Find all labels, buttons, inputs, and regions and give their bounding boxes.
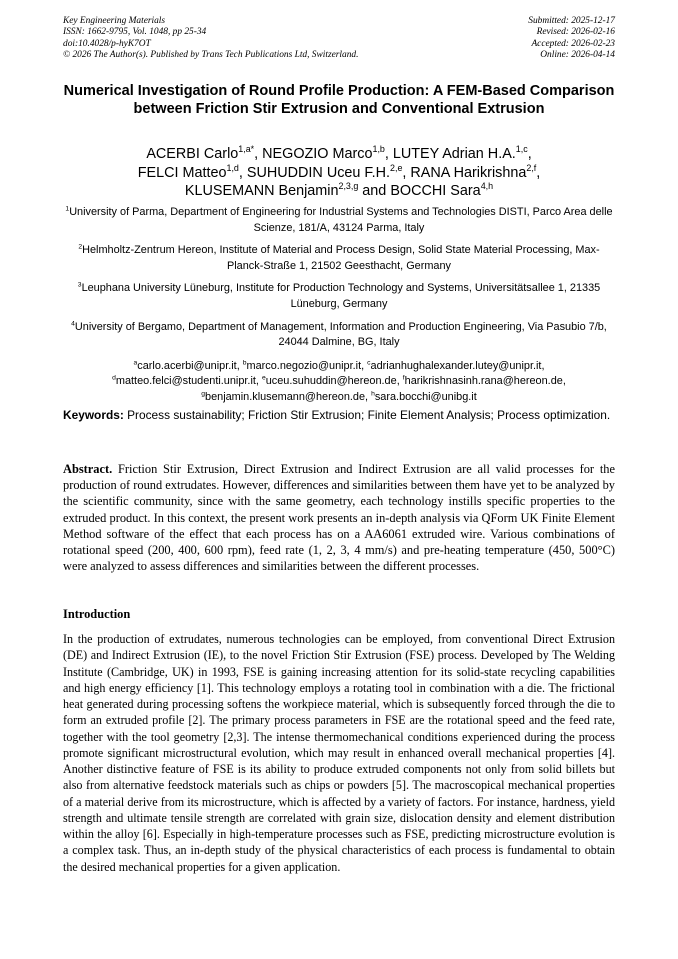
affiliation-2: $^2$Helmholtz-Zentrum Hereon, Institute of Material and Process Design, Solid State Material Processing, Max-Planck-Straße 1, 21502 Geesthacht, Germany bbox=[78, 243, 600, 272]
author-name: RANA Harikrishna bbox=[410, 164, 527, 181]
journal-copyright: © 2026 The Author(s). Published by Trans Tech Publications Ltd, Switzerland. bbox=[63, 50, 359, 61]
author-affil-sup: 2,f bbox=[526, 162, 537, 173]
keywords-text: Process sustainability; Friction Stir Extrusion; Finite Element Analysis; Process optimization. bbox=[123, 408, 611, 422]
affiliation-list bbox=[63, 205, 615, 406]
date-online: Online: 2026-04-14 bbox=[540, 50, 615, 61]
date-revised: Revised: 2026-02-16 bbox=[536, 27, 615, 38]
author-affil-sup: 4,h bbox=[480, 181, 494, 192]
abstract bbox=[63, 461, 615, 574]
journal-doi[interactable]: doi:10.4028/p-hyK7OT bbox=[63, 38, 151, 49]
abstract-text: Friction Stir Extrusion, Direct Extrusion and Indirect Extrusion are all valid processes for the production of round extrudates. However, differences and similarities between them have yet to be analyzed by the scientific community, since with the same geometry, each technology instills specific properties to the extruded product. In this context, the present work presents an in-depth analysis via QForm UK Finite Element Method software of the effect that each process has on a AA6061 extruded wire. Various combinations of rotational speed (200, 400, 600 rpm), feed rate (1, 2, 3, 4 mm/s) and pre-heating temperature (450, 500°C) were analyzed to assess differences and similarities between the different processes. bbox=[63, 462, 615, 574]
email-link[interactable]: uceu.suhuddin@hereon.de bbox=[265, 375, 397, 388]
author-affil-sup: 1,b bbox=[372, 144, 385, 155]
email-list bbox=[63, 359, 615, 406]
introduction-body: In the production of extrudates, numerous technologies can be employed, from conventional Direct Extrusion (DE) and Indirect Extrusion (IE), to the novel Friction Stir Extrusion (FSE) process. Developed by The Welding Institute (Cambridge, UK) in 1993, FSE is gaining increasing attention for its solid-state recycling capabilities and high energy efficiency [1]. This technology employs a rotating tool in combination with a die. The frictional heat generated during processing softens the workpiece material, which is subsequently forced through the die to form an extruded profile [2]. The primary process parameters in FSE are the rotational speed and the feed rate, together with the tool geometry [2,3]. The intense thermomechanical conditions experienced during the process promote significant microstructural evolution, which may result in enhanced overall mechanical properties [4]. Another distinctive feature of FSE is its ability to produce extruded components not only from solid billets but also from alternative feedstock materials such as chips or powders [5]. The macroscopical mechanical properties of a material derive from its microstructure, which is affected by a variety of factors. For instance, hardness, yield strength and ultimate tensile strength are correlated with grain size, dislocation density and element distribution within the alloy [6]. Especially in high-temperature processes such as FSE, predicting microstructure evolution is a complex task. Thus, an in-depth study of the physical characteristics of each process is fundamental to obtain the desired mechanical properties for a given application. bbox=[63, 632, 615, 874]
email-line: $^d$matteo.felci@studenti.unipr.it, $^e$uceu.suhuddin@hereon.de, $^f$harikrishnasinh.rana@hereon.de, bbox=[112, 374, 566, 388]
date-accepted: Accepted: 2026-02-23 bbox=[531, 38, 615, 49]
author-name: FELCI Matteo bbox=[137, 164, 227, 181]
author-list bbox=[63, 145, 615, 201]
section-heading-introduction: Introduction bbox=[63, 607, 131, 621]
author-name: LUTEY Adrian H.A. bbox=[392, 146, 516, 162]
author-line: ACERBI Carlo$^{1,a*}$, NEGOZIO Marco$^{1,b}$, LUTEY Adrian H.A.$^{1,c}$, bbox=[146, 144, 532, 162]
email-line: $^a$carlo.acerbi@unipr.it, $^b$marco.negozio@unipr.it, $^c$adrianhughalexander.lutey@unipr.it, bbox=[133, 359, 545, 372]
email-link[interactable]: harikrishnasinh.rana@hereon.de bbox=[404, 375, 563, 388]
author-line: KLUSEMANN Benjamin$^{2,3,g}$ and BOCCHI Sara$^{4,h}$ bbox=[184, 181, 494, 200]
email-link[interactable]: benjamin.klusemann@hereon.de bbox=[205, 390, 366, 403]
abstract-label: Abstract. bbox=[63, 462, 113, 476]
author-affil-sup: 1,d bbox=[226, 162, 239, 173]
affiliation-3: $^3$Leuphana University Lüneburg, Institute for Production Technology and Systems, Universitätsallee 1, 21335 Lüneburg, Germany bbox=[77, 281, 601, 310]
email-line: $^g$benjamin.klusemann@hereon.de, $^h$sara.bocchi@unibg.it bbox=[201, 390, 477, 403]
author-name: SUHUDDIN Uceu F.H. bbox=[246, 164, 391, 181]
author-name: KLUSEMANN Benjamin bbox=[184, 183, 339, 200]
journal-issn: ISSN: 1662-9795, Vol. 1048, pp 25-34 bbox=[63, 27, 207, 38]
keywords-label: Keywords: bbox=[63, 408, 124, 422]
date-submitted: Submitted: 2025-12-17 bbox=[528, 16, 615, 26]
email-link[interactable]: marco.negozio@unipr.it bbox=[246, 359, 362, 372]
journal-info bbox=[63, 16, 358, 62]
author-name: BOCCHI Sara bbox=[390, 183, 481, 200]
author-affil-sup: 1,a* bbox=[238, 144, 255, 155]
email-link[interactable]: carlo.acerbi@unipr.it bbox=[137, 359, 237, 372]
author-affil-sup: 2,3,g bbox=[338, 181, 359, 192]
paper-title: Numerical Investigation of Round Profile Production: A FEM-Based Comparison between Friction Stir Extrusion and Conventional Extrusion bbox=[63, 83, 615, 117]
author-name: NEGOZIO Marco bbox=[262, 146, 373, 162]
email-link[interactable]: matteo.felci@studenti.unipr.it bbox=[115, 375, 256, 388]
affiliation-4: $^4$University of Bergamo, Department of Management, Information and Production Engineering, Via Pasubio 7/b, 24044 Dalmine, BG, Italy bbox=[71, 319, 607, 349]
email-link[interactable]: sara.bocchi@unibg.it bbox=[374, 390, 477, 403]
email-link[interactable]: adrianhughalexander.lutey@unipr.it bbox=[370, 359, 542, 372]
author-name: ACERBI Carlo bbox=[146, 146, 239, 162]
journal-name: Key Engineering Materials bbox=[63, 16, 166, 26]
publication-dates bbox=[528, 16, 615, 62]
author-affil-sup: 2,e bbox=[390, 162, 403, 173]
keywords bbox=[63, 407, 615, 425]
author-line: FELCI Matteo$^{1,d}$, SUHUDDIN Uceu F.H.$^{2,e}$, RANA Harikrishna$^{2,f}$, bbox=[137, 162, 541, 181]
author-affil-sup: 1,c bbox=[515, 144, 528, 155]
affiliation-1: $^1$University of Parma, Department of Engineering for Industrial Systems and Technologies DISTI, Parco Area delle Scienze, 181/A, 43124 Parma, Italy bbox=[65, 205, 613, 234]
